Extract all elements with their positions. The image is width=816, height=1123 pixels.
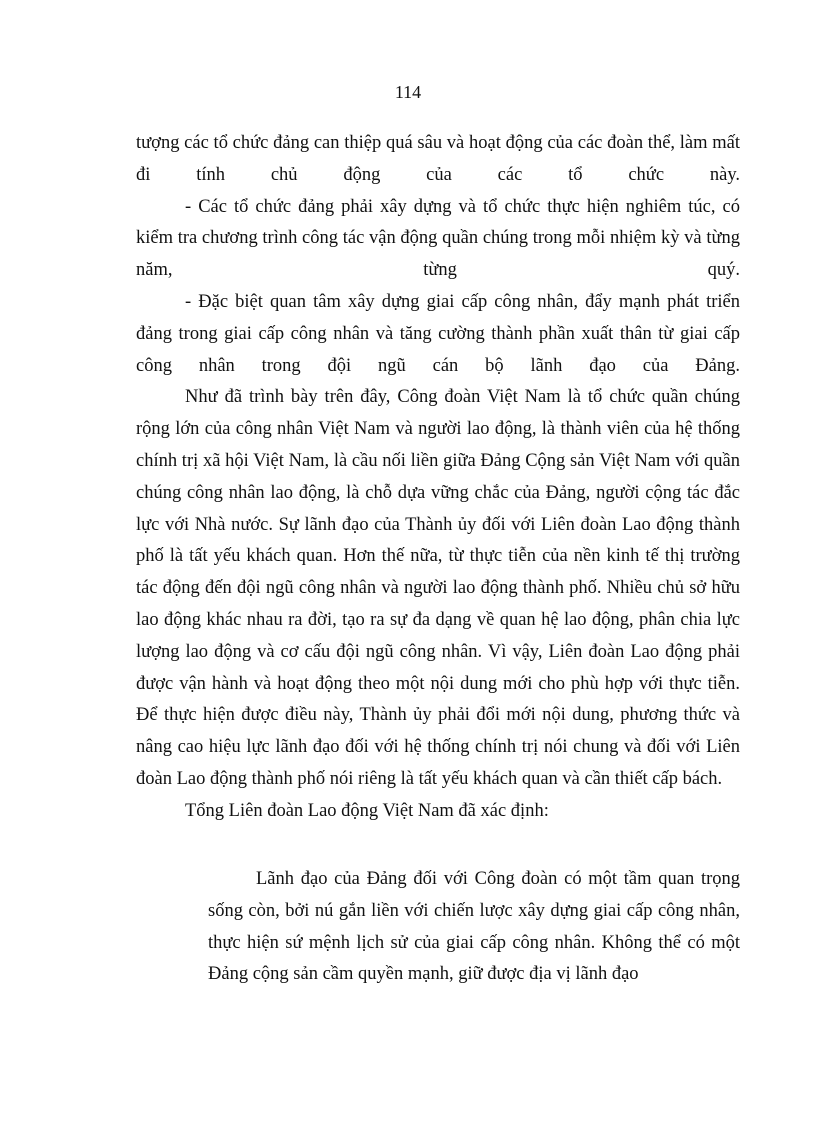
page-number: 114 bbox=[394, 82, 422, 102]
block-quote bbox=[208, 864, 740, 991]
paragraph-continuation: tượng các tổ chức đảng can thiệp quá sâu và hoạt động của các đoàn thể, làm mất đi tính chủ động của các tổ chức này. bbox=[136, 133, 740, 185]
paragraph-main: Như đã trình bày trên đây, Công đoàn Việt Nam là tổ chức quần chúng rộng lớn của công nhân Việt Nam và người lao động, là thành viên của hệ thống chính trị xã hội Việt Nam, là cầu nối liền giữa Đảng Cộng sản Việt Nam với quần chúng công nhân lao động, là chỗ dựa vững chắc của Đảng, người cộng tác đắc lực với Nhà nước. Sự lãnh đạo của Thành ủy đối với Liên đoàn Lao động thành phố là tất yếu khách quan. Hơn thế nữa, từ thực tiễn của nền kinh tế thị trường tác động đến đội ngũ công nhân và người lao động thành phố. Nhiều chủ sở hữu lao động khác nhau ra đời, tạo ra sự đa dạng về quan hệ lao động, phân chia lực lượng lao động và cơ cấu đội ngũ công nhân. Vì vậy, Liên đoàn Lao động phải được vận hành và hoạt động theo một nội dung mới cho phù hợp với thực tiễn. Để thực hiện được điều này, Thành ủy phải đổi mới nội dung, phương thức và nâng cao hiệu lực lãnh đạo đối với hệ thống chính trị nói chung và đối với Liên đoàn Lao động thành phố nói riêng là tất yếu khách quan và cần thiết cấp bách. bbox=[136, 387, 740, 789]
quote-text: Lãnh đạo của Đảng đối với Công đoàn có một tầm quan trọng sống còn, bởi nú gắn liền với chiến lược xây dựng giai cấp công nhân, thực hiện sứ mệnh lịch sử của giai cấp công nhân. Không thể có một Đảng cộng sản cầm quyền mạnh, giữ được địa vị lãnh đạo bbox=[208, 869, 740, 985]
paragraph-bullet-1: - Các tổ chức đảng phải xây dựng và tổ chức thực hiện nghiêm túc, có kiểm tra chương trình công tác vận động quần chúng trong mỗi nhiệm kỳ và từng năm, từng quý. bbox=[136, 196, 740, 281]
paragraph-bullet-2: - Đặc biệt quan tâm xây dựng giai cấp công nhân, đẩy mạnh phát triển đảng trong giai cấp công nhân và tăng cường thành phần xuất thân từ giai cấp công nhân trong đội ngũ cán bộ lãnh đạo của Đảng. bbox=[136, 291, 740, 376]
body-text bbox=[136, 128, 740, 828]
paragraph-intro-quote: Tổng Liên đoàn Lao động Việt Nam đã xác định: bbox=[185, 800, 549, 821]
